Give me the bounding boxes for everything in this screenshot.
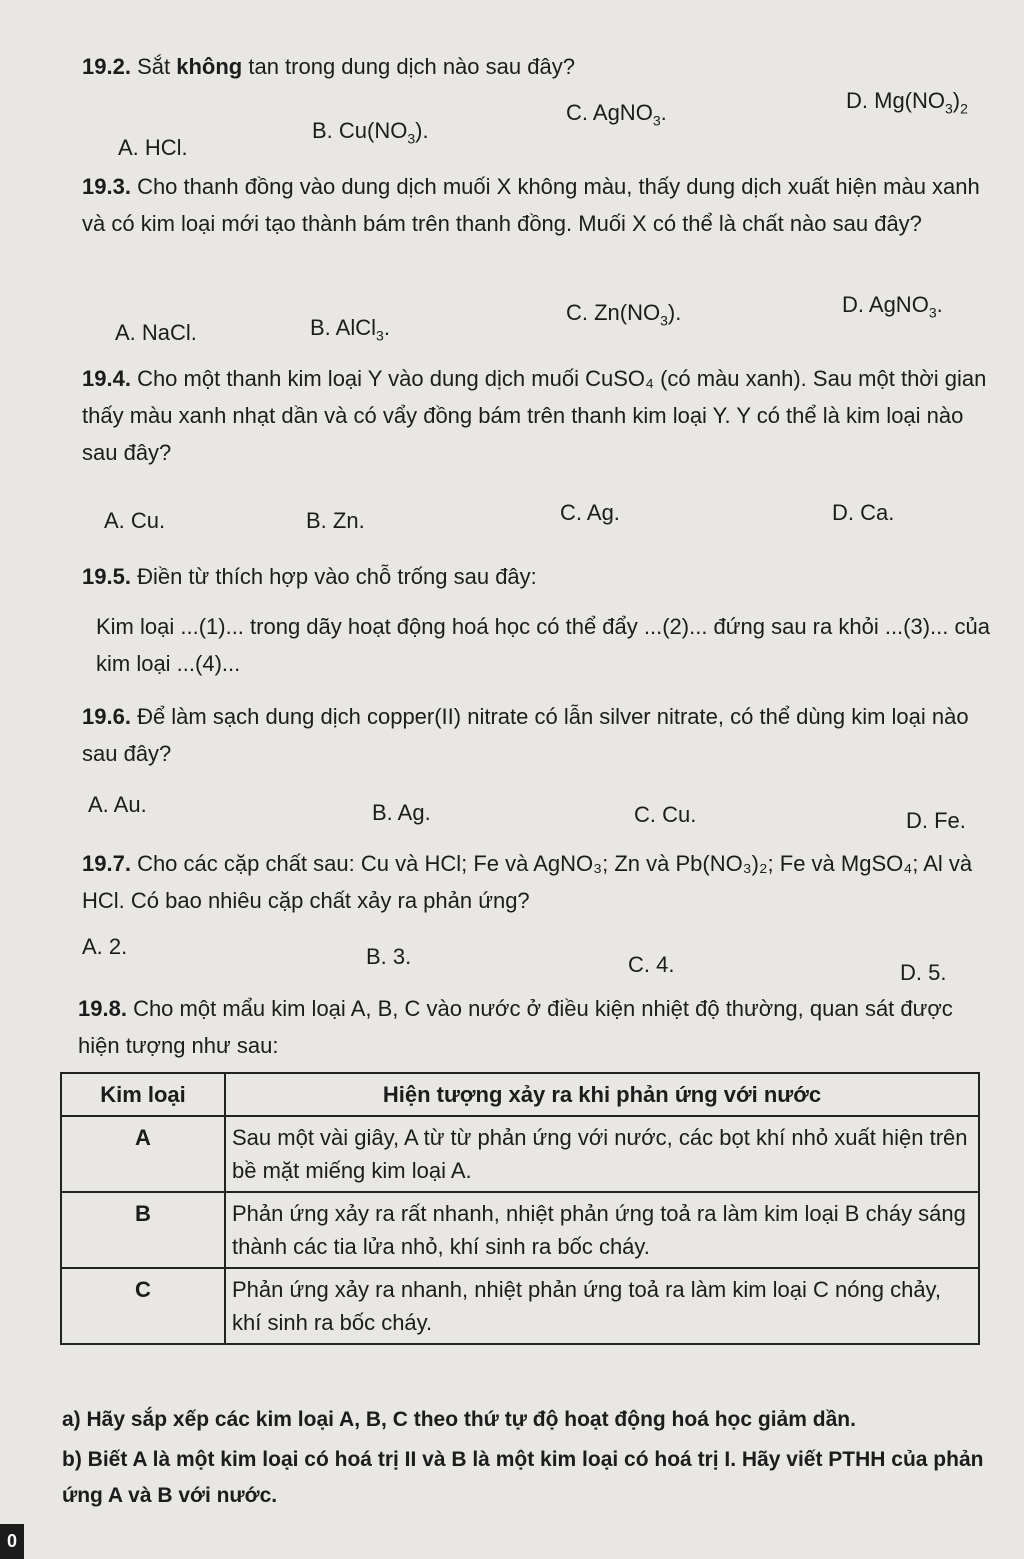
option-d-text: D. AgNO bbox=[842, 292, 929, 317]
question-19-5 bbox=[82, 558, 998, 595]
option-d bbox=[842, 292, 943, 320]
question-19-8 bbox=[78, 990, 998, 1064]
table-row bbox=[61, 1192, 979, 1268]
question-text: Cho thanh đồng vào dung dịch muối X không màu, thấy dung dịch xuất hiện màu xanh và có kim loại mới tạo thành bám trên thanh đồng. Muối X có thể là chất nào sau đây? bbox=[82, 174, 980, 236]
option-d bbox=[846, 88, 968, 116]
option-c bbox=[566, 100, 667, 128]
option-a: A. Cu. bbox=[104, 508, 166, 533]
option-d: D. 5. bbox=[900, 960, 947, 985]
question-19-2 bbox=[82, 48, 998, 85]
subscript: 3 bbox=[652, 112, 661, 129]
option-c-text-end: ). bbox=[667, 300, 682, 325]
question-text: tan trong dung dịch nào sau đây? bbox=[248, 54, 575, 79]
metal-cell: C bbox=[61, 1268, 225, 1344]
table-row bbox=[61, 1268, 979, 1344]
question-number: 19.4. bbox=[82, 366, 131, 391]
phenomenon-cell: Phản ứng xảy ra rất nhanh, nhiệt phản ứng toả ra làm kim loại B cháy sáng thành các tia lửa nhỏ, khí sinh ra bốc cháy. bbox=[225, 1192, 979, 1268]
subscript: 3 bbox=[660, 312, 668, 329]
subscript: 2 bbox=[960, 100, 968, 117]
subscript: 3 bbox=[407, 130, 416, 147]
header-phenomenon: Hiện tượng xảy ra khi phản ứng với nước bbox=[225, 1073, 979, 1116]
option-c: C. Cu. bbox=[634, 802, 697, 827]
option-b-text-end: . bbox=[383, 315, 390, 340]
question-text: Cho các cặp chất sau: Cu và HCl; Fe và AgNO₃; Zn và Pb(NO₃)₂; Fe và MgSO₄; Al và HCl. Có bao nhiêu cặp chất xảy ra phản ứng? bbox=[82, 851, 973, 913]
option-b: B. 3. bbox=[366, 944, 412, 969]
option-b bbox=[312, 118, 429, 146]
option-a: A. Au. bbox=[88, 792, 147, 817]
subscript: 3 bbox=[945, 100, 953, 117]
reaction-table bbox=[60, 1072, 980, 1345]
option-c-text: C. AgNO bbox=[566, 100, 653, 125]
option-d-text-end: ) bbox=[952, 88, 961, 113]
question-19-6 bbox=[82, 698, 998, 772]
question-number: 19.7. bbox=[82, 851, 131, 876]
option-b: B. Ag. bbox=[372, 800, 431, 825]
option-b bbox=[310, 315, 390, 343]
metal-cell: A bbox=[61, 1116, 225, 1192]
question-19-4 bbox=[82, 360, 998, 471]
option-c bbox=[566, 300, 681, 328]
question-19-5-fill-line: Kim loại ...(1)... trong dãy hoạt động hoá học có thể đẩy ...(2)... đứng sau ra khỏi ...(3)... của kim loại ...(4)... bbox=[96, 614, 990, 676]
page-number: 0 bbox=[0, 1524, 24, 1559]
question-text: Điền từ thích hợp vào chỗ trống sau đây: bbox=[137, 564, 537, 589]
question-number: 19.3. bbox=[82, 174, 131, 199]
question-text: Cho một thanh kim loại Y vào dung dịch muối CuSO₄ (có màu xanh). Sau một thời gian thấy màu xanh nhạt dần và có vẩy đồng bám trên thanh kim loại Y. Y có thể là kim loại nào sau đây? bbox=[82, 366, 987, 465]
phenomenon-cell: Sau một vài giây, A từ từ phản ứng với nước, các bọt khí nhỏ xuất hiện trên bề mặt miếng kim loại A. bbox=[225, 1116, 979, 1192]
option-a: A. HCl. bbox=[118, 135, 188, 160]
option-c-text-end: . bbox=[660, 100, 667, 125]
header-metal: Kim loại bbox=[61, 1073, 225, 1116]
table-header-row bbox=[61, 1073, 979, 1116]
question-number: 19.2. bbox=[82, 54, 131, 79]
question-text: Để làm sạch dung dịch copper(II) nitrate có lẫn silver nitrate, có thể dùng kim loại nào sau đây? bbox=[82, 704, 969, 766]
option-d-text-end: . bbox=[936, 292, 943, 317]
metal-cell: B bbox=[61, 1192, 225, 1268]
question-number: 19.6. bbox=[82, 704, 131, 729]
option-c: C. 4. bbox=[628, 952, 675, 977]
subscript: 3 bbox=[376, 327, 384, 344]
option-b-text-end: ). bbox=[415, 118, 429, 143]
option-b-text: B. Cu(NO bbox=[312, 118, 408, 143]
option-a: A. 2. bbox=[82, 934, 128, 959]
question-emphasis: không bbox=[176, 54, 243, 79]
subscript: 3 bbox=[928, 304, 937, 321]
table-row bbox=[61, 1116, 979, 1192]
option-a: A. NaCl. bbox=[115, 320, 197, 345]
option-d: D. Fe. bbox=[906, 808, 966, 833]
question-19-3 bbox=[82, 168, 998, 242]
question-number: 19.8. bbox=[78, 996, 127, 1021]
phenomenon-cell: Phản ứng xảy ra nhanh, nhiệt phản ứng toả ra làm kim loại C nóng chảy, khí sinh ra bốc cháy. bbox=[225, 1268, 979, 1344]
option-d-text: D. Mg(NO bbox=[846, 88, 945, 113]
question-text: Cho một mẩu kim loại A, B, C vào nước ở điều kiện nhiệt độ thường, quan sát được hiện tượng như sau: bbox=[78, 996, 953, 1058]
part-b: b) Biết A là một kim loại có hoá trị II và B là một kim loại có hoá trị I. Hãy viết PTHH của phản ứng A và B với nước. bbox=[62, 1448, 984, 1507]
question-number: 19.5. bbox=[82, 564, 131, 589]
option-b-text: B. AlCl bbox=[310, 315, 377, 340]
option-c: C. Ag. bbox=[560, 500, 620, 525]
option-b: B. Zn. bbox=[306, 508, 365, 533]
option-c-text: C. Zn(NO bbox=[566, 300, 661, 325]
question-19-7 bbox=[82, 845, 998, 919]
option-d: D. Ca. bbox=[832, 500, 895, 525]
question-text: Sắt bbox=[137, 54, 171, 79]
part-a: a) Hãy sắp xếp các kim loại A, B, C theo thứ tự độ hoạt động hoá học giảm dần. bbox=[62, 1408, 856, 1431]
